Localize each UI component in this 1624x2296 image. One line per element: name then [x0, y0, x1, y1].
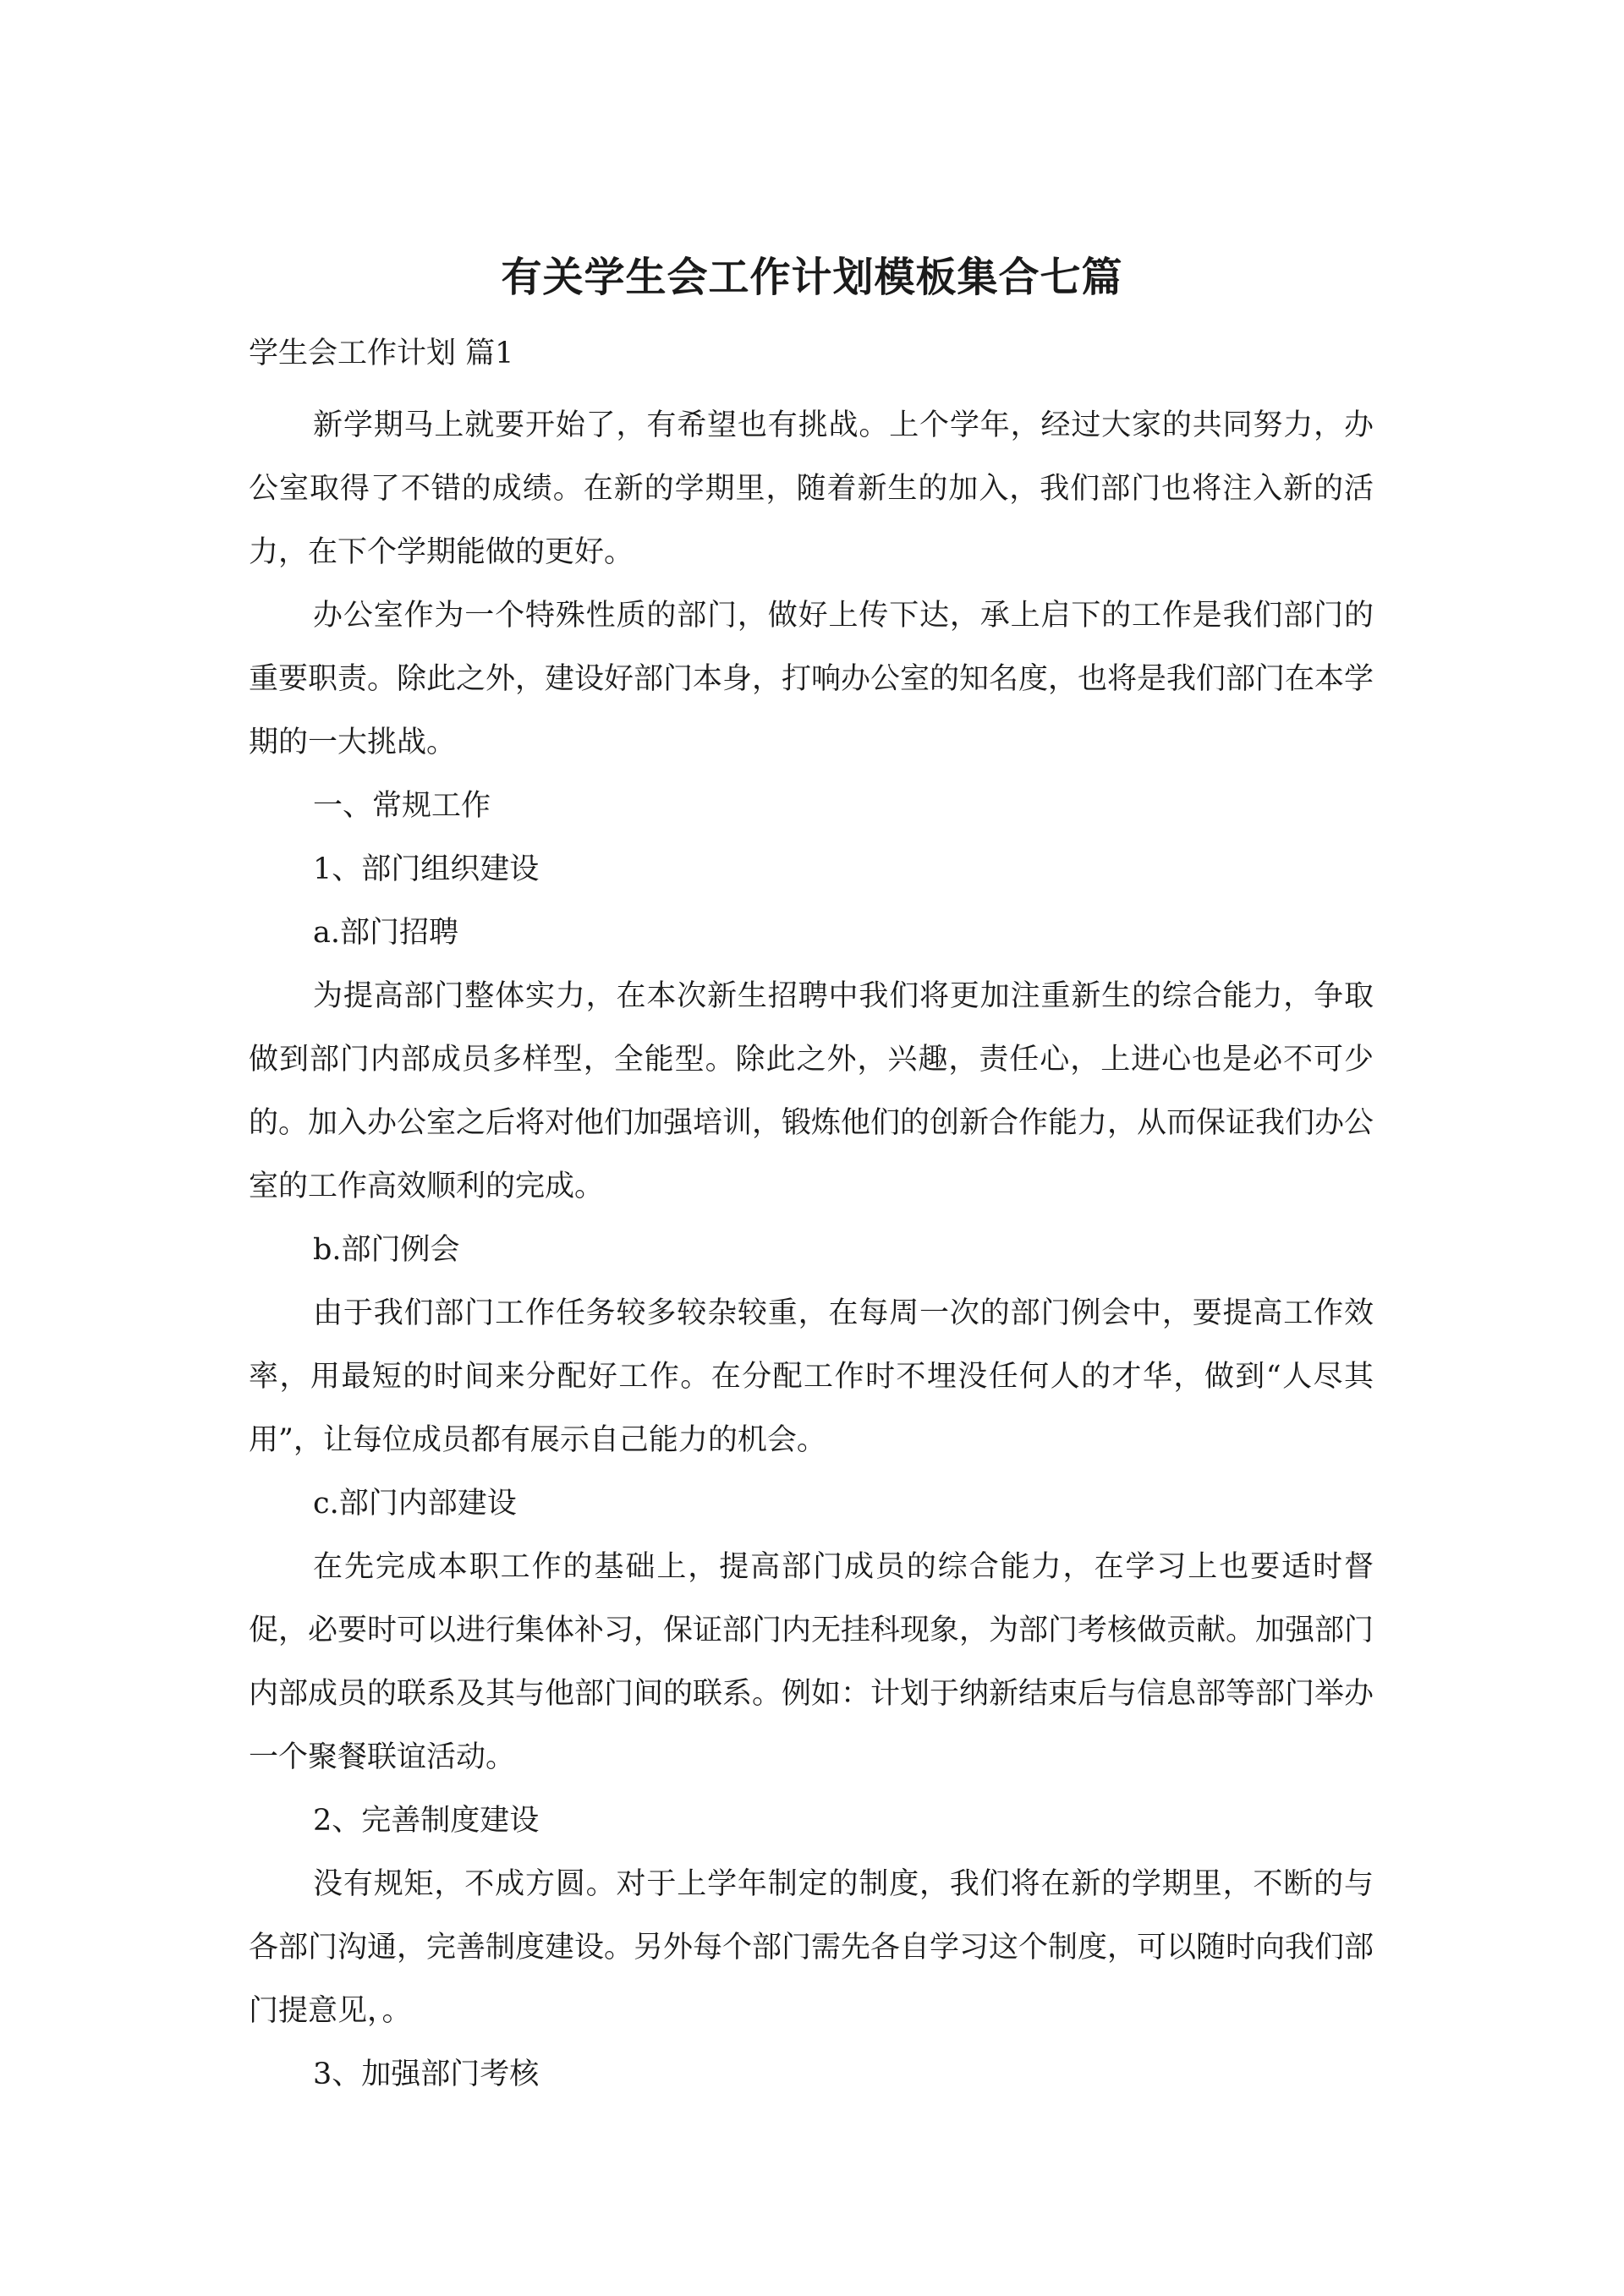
item-heading: b.部门例会 [313, 1233, 460, 1267]
paragraph: 由于我们部门工作任务较多较杂较重，在每周一次的部门例会中，要提高工作效率，用最短的时间来分配好工作。在分配工作时不埋没任何人的才华，做到“人尽其用”，让每位成员都有展示自己能力的机会。 [249, 1296, 1374, 1457]
paragraph: 新学期马上就要开始了，有希望也有挑战。上个学年，经过大家的共同努力，办公室取得了不错的成绩。在新的学期里，随着新生的加入，我们部门也将注入新的活力，在下个学期能做的更好。 [249, 408, 1374, 569]
paragraph: 办公室作为一个特殊性质的部门，做好上传下达，承上启下的工作是我们部门的重要职责。除此之外，建设好部门本身，打响办公室的知名度，也将是我们部门在本学期的一大挑战。 [249, 599, 1374, 759]
section-heading: 一、常规工作 [313, 789, 491, 823]
paragraph: 没有规矩，不成方圆。对于上学年制定的制度，我们将在新的学期里，不断的与各部门沟通，完善制度建设。另外每个部门需先各自学习这个制度，可以随时向我们部门提意见，。 [249, 1867, 1374, 2028]
document-body [249, 332, 1374, 2107]
subsection-heading: 2、完善制度建设 [313, 1804, 540, 1838]
document-title: 有关学生会工作计划模板集合七篇 [501, 254, 1123, 301]
item-heading: c.部门内部建设 [313, 1487, 517, 1521]
section-subtitle: 学生会工作计划 篇1 [249, 337, 514, 370]
paragraph: 为提高部门整体实力，在本次新生招聘中我们将更加注重新生的综合能力，争取做到部门内部成员多样型，全能型。除此之外，兴趣，责任心，上进心也是必不可少的。加入办公室之后将对他们加强培训，锻炼他们的创新合作能力，从而保证我们办公室的工作高效顺利的完成。 [249, 979, 1374, 1203]
item-heading: a.部门招聘 [313, 916, 458, 950]
paragraph: 在先完成本职工作的基础上，提高部门成员的综合能力，在学习上也要适时督促，必要时可以进行集体补习，保证部门内无挂科现象，为部门考核做贡献。加强部门内部成员的联系及其与他部门间的联系。例如：计划于纳新结束后与信息部等部门举办一个聚餐联谊活动。 [249, 1550, 1374, 1774]
subsection-heading: 1、部门组织建设 [313, 852, 540, 886]
subsection-heading: 3、加强部门考核 [313, 2058, 540, 2091]
